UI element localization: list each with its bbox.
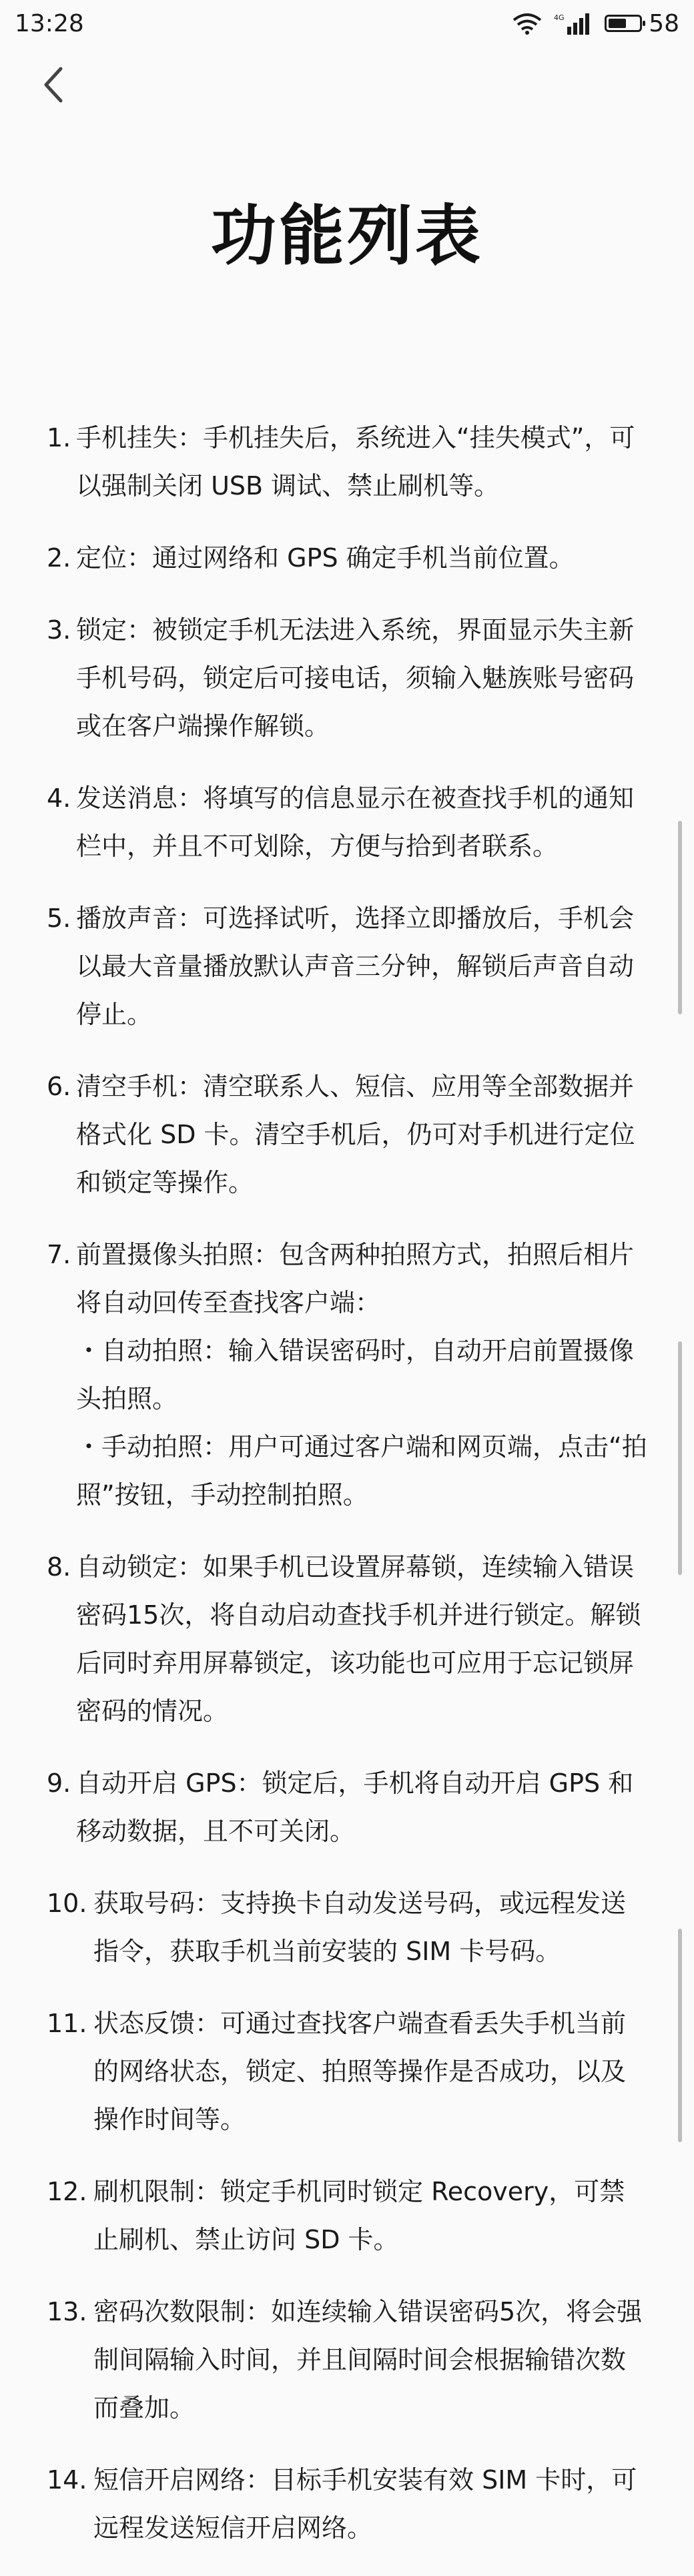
feature-body <box>76 1231 647 1519</box>
cellular-signal-icon <box>554 12 593 35</box>
status-bar <box>0 0 694 47</box>
feature-number: 1. <box>47 423 71 452</box>
feature-item <box>47 534 647 582</box>
feature-number: 3. <box>47 615 71 645</box>
feature-item <box>47 774 647 870</box>
feature-body <box>76 414 647 510</box>
feature-number: 8. <box>47 1552 71 1582</box>
feature-number: 12. <box>47 2177 87 2206</box>
feature-item <box>47 2168 647 2264</box>
feature-text: 发送消息：将填写的信息显示在被查找手机的通知栏中，并且不可划除，方便与拾到者联系。 <box>76 783 635 861</box>
feature-body <box>76 534 647 582</box>
feature-text: 状态反馈：可通过查找客户端查看丢失手机当前的网络状态，锁定、拍照等操作是否成功，以及操作时间等。 <box>93 2009 627 2134</box>
feature-number: 4. <box>47 783 71 813</box>
battery-icon <box>605 15 642 32</box>
feature-number: 13. <box>47 2297 87 2326</box>
scroll-indicator[interactable] <box>678 1929 682 2142</box>
scroll-indicator[interactable] <box>678 1341 682 1575</box>
feature-item <box>47 2288 647 2432</box>
feature-text: 手机挂失：手机挂失后，系统进入“挂失模式”，可以强制关闭 USB 调试、禁止刷机等。 <box>76 423 635 501</box>
feature-item <box>47 1879 647 1975</box>
feature-item <box>47 606 647 750</box>
feature-text: 前置摄像头拍照：包含两种拍照方式，拍照后相片将自动回传至查找客户端： <box>76 1240 635 1317</box>
feature-body <box>76 606 647 750</box>
feature-body <box>76 1543 647 1735</box>
feature-body <box>93 1999 647 2144</box>
feature-text: 播放声音：可选择试听，选择立即播放后，手机会以最大音量播放默认声音三分钟，解锁后声音自动停止。 <box>76 904 635 1029</box>
feature-item <box>47 894 647 1038</box>
feature-text: 自动锁定：如果手机已设置屏幕锁，连续输入错误密码15次，将自动启动查找手机并进行锁定。解锁后同时弃用屏幕锁定，该功能也可应用于忘记锁屏密码的情况。 <box>76 1552 641 1726</box>
feature-text: 锁定：被锁定手机无法进入系统，界面显示失主新手机号码，锁定后可接电话，须输入魅族账号密码或在客户端操作解锁。 <box>76 615 635 741</box>
feature-number: 9. <box>47 1768 71 1798</box>
feature-number: 6. <box>47 1072 71 1101</box>
feature-body <box>76 894 647 1038</box>
scroll-indicator[interactable] <box>678 821 682 1014</box>
battery-fill <box>609 19 626 28</box>
feature-body <box>93 2288 647 2432</box>
feature-number: 7. <box>47 1240 71 1269</box>
feature-text: 清空手机：清空联系人、短信、应用等全部数据并格式化 SD 卡。清空手机后，仍可对手机进行定位和锁定等操作。 <box>76 1072 635 1197</box>
status-icons <box>512 10 679 37</box>
feature-text: 短信开启网络：目标手机安装有效 SIM 卡时，可远程发送短信开启网络。 <box>93 2465 637 2543</box>
feature-item <box>47 1231 647 1519</box>
wifi-icon <box>512 12 542 35</box>
network-type-label: 4G <box>554 13 565 22</box>
feature-text: 自动开启 GPS：锁定后，手机将自动开启 GPS 和移动数据，且不可关闭。 <box>76 1768 634 1846</box>
back-button[interactable] <box>37 61 70 108</box>
feature-text: 密码次数限制：如连续输入错误密码5次，将会强制间隔输入时间，并且间隔时间会根据输错次数而叠加。 <box>93 2297 643 2423</box>
feature-item <box>47 2456 647 2552</box>
feature-number: 11. <box>47 2009 87 2038</box>
feature-list <box>47 414 647 2576</box>
chevron-left-icon[interactable] <box>42 66 65 103</box>
feature-body <box>93 2168 647 2264</box>
feature-item <box>47 414 647 510</box>
feature-text: 获取号码：支持换卡自动发送号码，或远程发送指令，获取手机当前安装的 SIM 卡号码。 <box>93 1889 627 1966</box>
feature-number: 5. <box>47 904 71 933</box>
feature-item <box>47 1062 647 1207</box>
feature-item <box>47 1543 647 1735</box>
feature-body <box>76 1062 647 1207</box>
feature-number: 2. <box>47 543 71 573</box>
battery-indicator <box>605 10 679 37</box>
feature-body <box>93 2456 647 2552</box>
feature-sub-item: ・手动拍照：用户可通过客户端和网页端，点击“拍照”按钮，手动控制拍照。 <box>76 1432 647 1510</box>
feature-number: 14. <box>47 2465 87 2495</box>
feature-item <box>47 1759 647 1855</box>
feature-text: 定位：通过网络和 GPS 确定手机当前位置。 <box>76 543 575 573</box>
feature-body <box>76 774 647 870</box>
feature-body <box>76 1759 647 1855</box>
battery-level: 58 <box>649 9 679 37</box>
feature-text: 刷机限制：锁定手机同时锁定 Recovery，可禁止刷机、禁止访问 SD 卡。 <box>93 2177 625 2254</box>
feature-number: 10. <box>47 1889 87 1918</box>
status-time: 13:28 <box>15 9 84 37</box>
feature-body <box>93 1879 647 1975</box>
feature-item <box>47 1999 647 2144</box>
page-title: 功能列表 <box>210 198 483 274</box>
feature-sub-item: ・自动拍照：输入错误密码时，自动开启前置摄像头拍照。 <box>76 1336 635 1413</box>
